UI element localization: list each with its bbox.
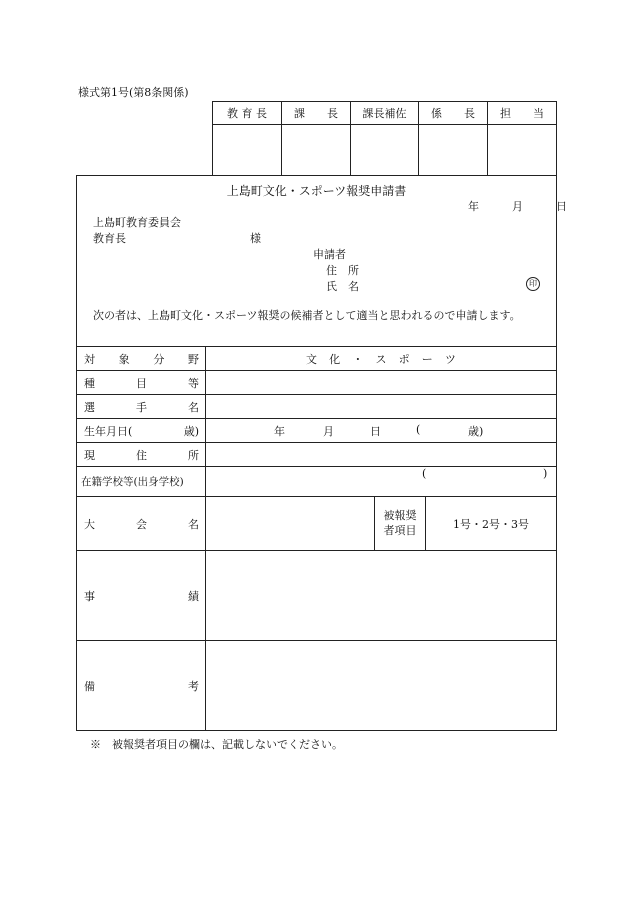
addressee-honorific: 様 [250, 232, 261, 245]
school-label: 在籍学校等(出身学校) [81, 476, 184, 488]
achievements-field[interactable] [206, 551, 556, 640]
applicant-label: 申請者 [313, 248, 346, 261]
form-id: 様式第1号(第8条関係) [78, 86, 189, 99]
applicant-address-label: 住 所 [326, 264, 359, 277]
approval-header-superintendent: 教 育 長 [227, 107, 267, 120]
applicant-address-field[interactable] [370, 260, 540, 276]
approval-header-section-chief: 課 長 [294, 107, 338, 120]
award-item-label: 被報奨 者項目 [383, 508, 417, 537]
birth-date-label: 生年月日( 歳) [84, 424, 199, 438]
school-field[interactable]: ( ) [422, 467, 548, 480]
tournament-label: 大 会 名 [84, 517, 199, 531]
seal-mark: 印 [526, 277, 540, 291]
remarks-label: 備 考 [84, 679, 199, 693]
event-field[interactable] [206, 371, 556, 394]
award-item-value: 1号・2号・3号 [453, 517, 529, 531]
event-label: 種 目 等 [84, 376, 199, 390]
remarks-field[interactable] [206, 641, 556, 730]
application-statement: 次の者は、上島町文化・スポーツ報奨の候補者として適当と思われるので申請します。 [93, 309, 521, 322]
birth-date-field[interactable]: 年 月 日 ( 歳) [274, 423, 484, 438]
category-label: 対 象 分 野 [84, 352, 199, 366]
stamp-box-section-chief[interactable] [282, 125, 350, 175]
approval-header-assistant-chief: 課長補佐 [362, 107, 407, 120]
stamp-box-subsection-chief[interactable] [419, 125, 487, 175]
addressee-org: 上島町教育委員会 [93, 216, 181, 229]
stamp-box-staff[interactable] [488, 125, 556, 175]
approval-header-subsection-chief: 係 長 [431, 107, 475, 120]
approval-header-staff: 担 当 [500, 107, 544, 120]
residence-label: 現 住 所 [84, 448, 199, 462]
athlete-name-label: 選 手 名 [84, 400, 199, 414]
achievements-label: 事 績 [84, 589, 199, 603]
athlete-name-field[interactable] [206, 395, 556, 418]
tournament-field[interactable] [206, 497, 374, 550]
addressee-title: 教育長 [93, 232, 126, 245]
form-title: 上島町文化・スポーツ報奨申請書 [226, 183, 407, 198]
footnote: ※ 被報奨者項目の欄は、記載しないでください。 [90, 738, 343, 751]
applicant-name-label: 氏 名 [326, 280, 359, 293]
residence-field[interactable] [206, 443, 556, 466]
stamp-box-assistant-chief[interactable] [351, 125, 418, 175]
applicant-name-field[interactable] [370, 276, 520, 292]
stamp-box-superintendent[interactable] [213, 125, 281, 175]
category-value[interactable]: 文 化 ・ ス ポ ー ツ [306, 352, 456, 366]
application-date[interactable]: 年 月 日 [468, 200, 567, 213]
